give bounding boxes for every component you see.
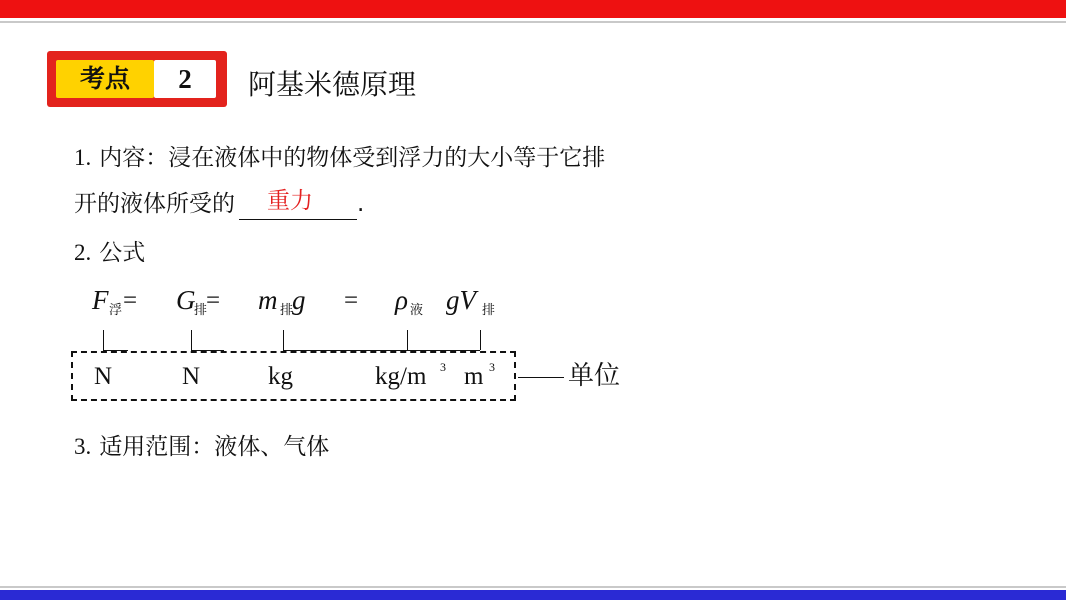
bracket-tick (103, 330, 104, 350)
bracket-tick (480, 330, 481, 350)
unit-kilogram: kg (268, 363, 293, 390)
formula-subscript: 排 (280, 303, 294, 318)
item-label: 适用范围： (99, 434, 215, 460)
item-label: 公式 (99, 240, 146, 266)
unit-label: 单位 (568, 361, 621, 391)
item-number: 1. (74, 145, 92, 170)
item-text: 液体、气体 (214, 434, 330, 460)
period: . (357, 191, 365, 217)
bracket-tick (191, 330, 192, 350)
formula-term-gravity: g (292, 285, 306, 315)
unit-connector-line (518, 377, 564, 378)
formula-subscript: 排 (194, 303, 208, 318)
formula-subscript: 排 (482, 303, 496, 318)
unit-cubic-meter: m (464, 363, 484, 390)
item-number: 2. (74, 240, 92, 265)
equals-sign: = (206, 287, 221, 314)
item-label: 内容： (99, 145, 169, 171)
unit-superscript: 3 (489, 360, 495, 374)
blank-answer: 重力 (267, 188, 313, 214)
bottom-divider (0, 586, 1066, 588)
bracket-tick (283, 330, 284, 350)
formula-term-buoyancy: F (92, 285, 109, 315)
page-title: 阿基米德原理 (248, 68, 417, 101)
unit-newton: N (94, 363, 113, 390)
formula-term-displaced-weight: G (176, 285, 196, 315)
unit-newton: N (182, 363, 201, 390)
item-text: 浸在液体中的物体受到浮力的大小等于它排 (168, 145, 606, 171)
badge-number: 2 (154, 60, 216, 98)
formula-term-density: ρ (395, 285, 408, 315)
equals-sign: = (344, 287, 359, 314)
equals-sign: = (123, 287, 138, 314)
unit-superscript: 3 (440, 360, 446, 374)
bracket-tick (407, 330, 408, 350)
formula-term-volume: gV (446, 285, 476, 315)
badge-label: 考点 (56, 60, 154, 98)
unit-density: kg/m (375, 363, 427, 390)
formula-term-mass: m (258, 285, 278, 315)
item-number: 3. (74, 434, 92, 459)
units-dashed-box (71, 351, 516, 401)
bottom-blue-bar (0, 590, 1066, 600)
formula-subscript: 液 (410, 303, 424, 318)
formula-subscript: 浮 (109, 303, 123, 318)
item-text: 开的液体所受的 (74, 191, 235, 217)
item-scope (74, 431, 329, 463)
